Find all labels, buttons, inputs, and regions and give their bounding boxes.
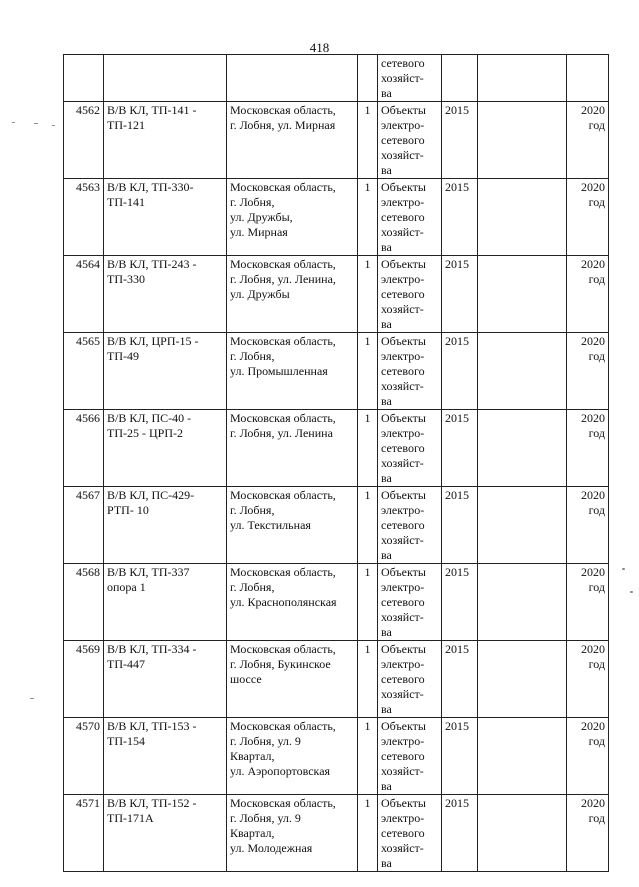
table-row: [64, 256, 609, 333]
cell-year: [442, 55, 478, 102]
cell-qty: 1: [358, 487, 378, 564]
cell-qty: 1: [358, 718, 378, 795]
cell-name: В/В КЛ, ТП-337 опора 1: [104, 564, 227, 641]
cell-empty: [478, 256, 567, 333]
cell-year: 2015: [442, 641, 478, 718]
table-row: [64, 410, 609, 487]
cell-year: 2015: [442, 256, 478, 333]
cell-name: В/В КЛ, ТП-330- ТП-141: [104, 179, 227, 256]
cell-until: [567, 55, 609, 102]
cell-name: В/В КЛ, ЦРП-15 - ТП-49: [104, 333, 227, 410]
cell-category: Объекты электро- сетевого хозяйст- ва: [378, 102, 442, 179]
cell-year: 2015: [442, 179, 478, 256]
cell-num: 4564: [64, 256, 104, 333]
cell-num: 4571: [64, 795, 104, 872]
cell-name: В/В КЛ, ТП-243 - ТП-330: [104, 256, 227, 333]
cell-category: Объекты электро- сетевого хозяйст- ва: [378, 718, 442, 795]
cell-address: [227, 55, 358, 102]
cell-empty: [478, 487, 567, 564]
cell-empty: [478, 55, 567, 102]
cell-category: Объекты электро- сетевого хозяйст- ва: [378, 487, 442, 564]
cell-empty: [478, 641, 567, 718]
cell-address: Московская область, г. Лобня, ул. Промышленная: [227, 333, 358, 410]
cell-address: Московская область, г. Лобня, ул. Краснополянская: [227, 564, 358, 641]
cell-qty: 1: [358, 333, 378, 410]
cell-until: 2020 год: [567, 410, 609, 487]
scan-speck: [52, 125, 55, 126]
cell-until: 2020 год: [567, 564, 609, 641]
cell-empty: [478, 564, 567, 641]
cell-num: 4570: [64, 718, 104, 795]
cell-year: 2015: [442, 102, 478, 179]
cell-year: 2015: [442, 718, 478, 795]
table-row: [64, 179, 609, 256]
scan-speck: [34, 123, 38, 124]
cell-num: 4566: [64, 410, 104, 487]
cell-address: Московская область, г. Лобня, ул. Мирная: [227, 102, 358, 179]
table-row: [64, 333, 609, 410]
cell-num: 4565: [64, 333, 104, 410]
cell-until: 2020 год: [567, 333, 609, 410]
cell-num: 4563: [64, 179, 104, 256]
cell-qty: 1: [358, 795, 378, 872]
property-register-table: [63, 54, 609, 872]
cell-qty: 1: [358, 179, 378, 256]
cell-qty: 1: [358, 564, 378, 641]
cell-until: 2020 год: [567, 179, 609, 256]
table-body: [64, 55, 609, 872]
cell-address: Московская область, г. Лобня, ул. 9 Квартал, ул. Аэропортовская: [227, 718, 358, 795]
cell-year: 2015: [442, 333, 478, 410]
cell-qty: 1: [358, 410, 378, 487]
cell-category: Объекты электро- сетевого хозяйст- ва: [378, 564, 442, 641]
table-row: [64, 487, 609, 564]
cell-name: [104, 55, 227, 102]
cell-empty: [478, 410, 567, 487]
cell-address: Московская область, г. Лобня, ул. Дружбы, ул. Мирная: [227, 179, 358, 256]
cell-qty: 1: [358, 641, 378, 718]
cell-category: Объекты электро- сетевого хозяйст- ва: [378, 256, 442, 333]
cell-category: Объекты электро- сетевого хозяйст- ва: [378, 795, 442, 872]
cell-name: В/В КЛ, ПС-429- РТП- 10: [104, 487, 227, 564]
cell-category: сетевого хозяйст- ва: [378, 55, 442, 102]
cell-empty: [478, 179, 567, 256]
cell-address: Московская область, г. Лобня, ул. Ленина: [227, 410, 358, 487]
continuation-row: [64, 55, 609, 102]
cell-qty: [358, 55, 378, 102]
page-number: 418: [309, 40, 330, 55]
cell-year: 2015: [442, 410, 478, 487]
cell-until: 2020 год: [567, 256, 609, 333]
cell-name: В/В КЛ, ПС-40 - ТП-25 - ЦРП-2: [104, 410, 227, 487]
cell-until: 2020 год: [567, 718, 609, 795]
cell-year: 2015: [442, 487, 478, 564]
cell-empty: [478, 333, 567, 410]
scan-speck: [12, 122, 15, 123]
cell-empty: [478, 102, 567, 179]
cell-category: Объекты электро- сетевого хозяйст- ва: [378, 410, 442, 487]
cell-qty: 1: [358, 256, 378, 333]
cell-num: 4569: [64, 641, 104, 718]
table-row: [64, 718, 609, 795]
cell-num: 4567: [64, 487, 104, 564]
scan-speck: [30, 698, 34, 699]
cell-until: 2020 год: [567, 102, 609, 179]
cell-until: 2020 год: [567, 487, 609, 564]
cell-category: Объекты электро- сетевого хозяйст- ва: [378, 641, 442, 718]
cell-qty: 1: [358, 102, 378, 179]
cell-until: 2020 год: [567, 641, 609, 718]
cell-year: 2015: [442, 795, 478, 872]
cell-num: 4562: [64, 102, 104, 179]
cell-address: Московская область, г. Лобня, ул. 9 Квартал, ул. Молодежная: [227, 795, 358, 872]
cell-until: 2020 год: [567, 795, 609, 872]
scan-speck: [630, 591, 633, 593]
cell-address: Московская область, г. Лобня, Букинское шоссе: [227, 641, 358, 718]
table-row: [64, 102, 609, 179]
cell-num: [64, 55, 104, 102]
cell-category: Объекты электро- сетевого хозяйст- ва: [378, 179, 442, 256]
cell-address: Московская область, г. Лобня, ул. Текстильная: [227, 487, 358, 564]
table-row: [64, 795, 609, 872]
cell-year: 2015: [442, 564, 478, 641]
cell-name: В/В КЛ, ТП-334 - ТП-447: [104, 641, 227, 718]
cell-num: 4568: [64, 564, 104, 641]
table-row: [64, 641, 609, 718]
cell-empty: [478, 795, 567, 872]
cell-name: В/В КЛ, ТП-152 - ТП-171А: [104, 795, 227, 872]
scan-speck: [622, 568, 625, 570]
cell-category: Объекты электро- сетевого хозяйст- ва: [378, 333, 442, 410]
cell-name: В/В КЛ, ТП-153 - ТП-154: [104, 718, 227, 795]
cell-empty: [478, 718, 567, 795]
table-row: [64, 564, 609, 641]
cell-name: В/В КЛ, ТП-141 - ТП-121: [104, 102, 227, 179]
cell-address: Московская область, г. Лобня, ул. Ленина, ул. Дружбы: [227, 256, 358, 333]
